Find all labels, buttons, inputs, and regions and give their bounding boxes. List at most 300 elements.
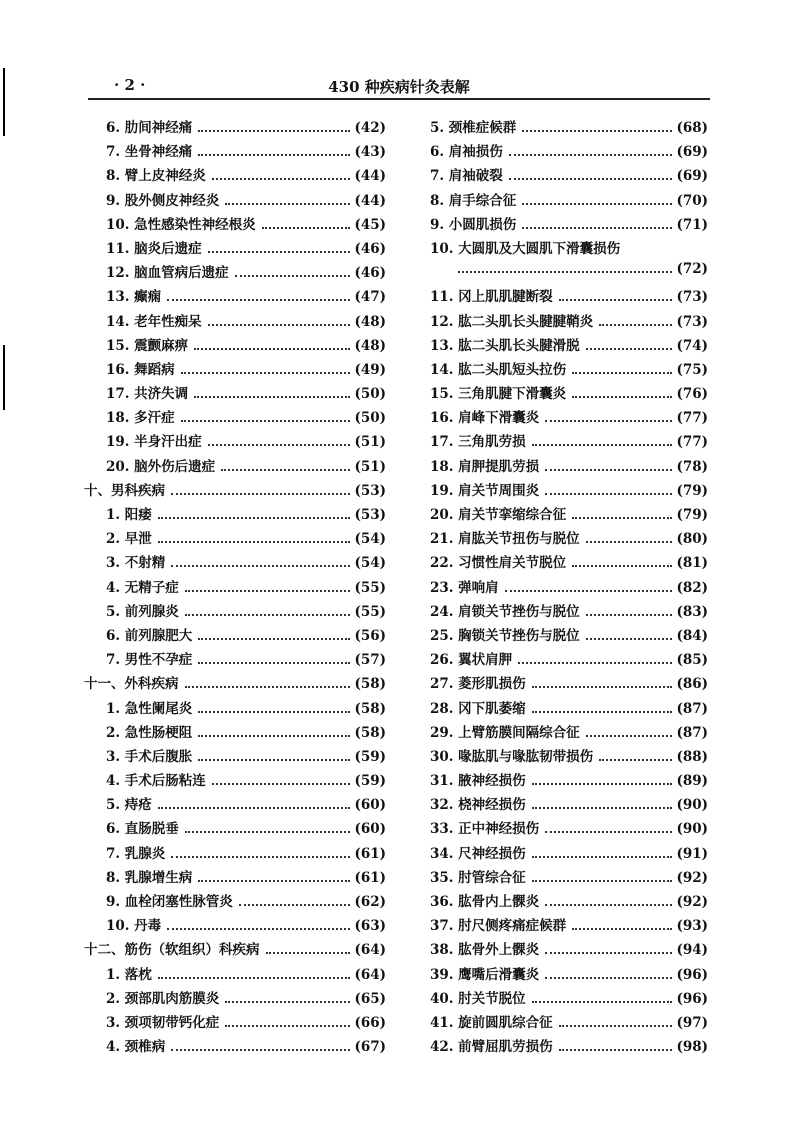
leader-dots xyxy=(586,348,673,350)
toc-entry-title: 9. 血栓闭塞性脉管炎 xyxy=(106,894,233,910)
toc-entry[interactable] xyxy=(426,334,708,358)
leader-dots xyxy=(198,880,350,882)
toc-entry[interactable] xyxy=(84,116,386,140)
toc-page-number: (72) xyxy=(676,261,708,278)
toc-entry-title: 22. 习惯性肩关节脱位 xyxy=(430,555,567,572)
toc-entry[interactable] xyxy=(426,261,708,285)
toc-entry[interactable] xyxy=(426,793,708,817)
toc-entry[interactable] xyxy=(426,987,708,1011)
toc-entry[interactable] xyxy=(84,334,386,358)
leader-dots xyxy=(599,759,672,761)
toc-page-number: (42) xyxy=(354,120,386,136)
leader-dots xyxy=(586,541,673,543)
toc-entry[interactable] xyxy=(426,624,708,648)
toc-entry-title: 38. 肱骨外上髁炎 xyxy=(430,942,540,959)
toc-page-number: (60) xyxy=(354,821,386,838)
toc-entry-title: 8. 臂上皮神经炎 xyxy=(106,168,206,185)
toc-entry-title: 7. 男性不孕症 xyxy=(106,652,193,669)
toc-page-number: (45) xyxy=(354,216,386,233)
leader-dots xyxy=(532,856,673,858)
leader-dots xyxy=(532,444,673,446)
toc-entry[interactable] xyxy=(426,890,708,914)
toc-entry[interactable] xyxy=(84,261,386,285)
toc-entry[interactable] xyxy=(84,914,386,938)
toc-entry[interactable] xyxy=(84,140,386,164)
toc-entry[interactable] xyxy=(84,817,386,841)
toc-page-number: (61) xyxy=(354,845,386,862)
leader-dots xyxy=(208,251,351,253)
toc-page-number: (94) xyxy=(676,942,708,959)
toc-page-number: (77) xyxy=(676,410,708,427)
leader-dots xyxy=(198,735,350,737)
toc-entry[interactable] xyxy=(84,213,386,237)
leader-dots xyxy=(532,711,673,713)
toc-entry[interactable] xyxy=(426,310,708,334)
toc-page-number: (78) xyxy=(676,458,708,475)
toc-entry-title: 6. 前列腺肥大 xyxy=(106,627,193,644)
toc-entry-title: 6. 肋间神经痛 xyxy=(106,120,193,136)
toc-page-number: (66) xyxy=(354,1014,386,1031)
toc-entry[interactable] xyxy=(84,648,386,672)
toc-entry[interactable] xyxy=(426,576,708,600)
toc-entry[interactable] xyxy=(426,745,708,769)
toc-section-heading[interactable] xyxy=(84,479,386,503)
toc-entry-title: 41. 旋前圆肌综合征 xyxy=(430,1014,553,1031)
toc-entry-title: 10. 大圆肌及大圆肌下滑囊损伤 xyxy=(430,240,621,257)
leader-dots xyxy=(586,614,673,616)
toc-entry-title: 36. 肱骨内上髁炎 xyxy=(430,894,540,910)
leader-dots xyxy=(185,614,351,616)
leader-dots xyxy=(198,711,350,713)
toc-entry[interactable] xyxy=(426,1035,708,1059)
toc-page-number: (88) xyxy=(676,748,708,765)
toc-entry[interactable] xyxy=(84,793,386,817)
toc-entry-title: 10. 急性感染性神经根炎 xyxy=(106,216,256,233)
toc-entry-title: 3. 不射精 xyxy=(106,555,166,572)
toc-entry-title: 8. 肩手综合征 xyxy=(430,192,517,209)
toc-page-number: (76) xyxy=(676,386,708,403)
toc-entry-title: 37. 肘尺侧疼痛症候群 xyxy=(430,918,567,935)
toc-page-number: (92) xyxy=(676,869,708,886)
toc-page-number: (59) xyxy=(354,748,386,765)
toc-page-number: (64) xyxy=(354,942,386,959)
toc-entry[interactable] xyxy=(426,697,708,721)
toc-entry-title: 24. 肩锁关节挫伤与脱位 xyxy=(430,603,580,620)
leader-dots xyxy=(235,275,351,277)
toc-entry[interactable] xyxy=(426,551,708,575)
toc-entry[interactable] xyxy=(426,406,708,430)
leader-dots xyxy=(532,1001,673,1003)
toc-entry[interactable] xyxy=(426,358,708,382)
toc-entry[interactable] xyxy=(426,164,708,188)
toc-page-number: (68) xyxy=(676,120,708,136)
toc-entry-title: 7. 坐骨神经痛 xyxy=(106,144,193,161)
leader-dots xyxy=(158,517,351,519)
toc-entry[interactable] xyxy=(84,576,386,600)
toc-entry[interactable] xyxy=(426,116,708,140)
toc-entry-title: 25. 胸锁关节挫伤与脱位 xyxy=(430,627,580,644)
toc-entry[interactable] xyxy=(426,430,708,454)
leader-dots xyxy=(225,1025,350,1027)
leader-dots xyxy=(198,130,350,132)
toc-entry-title: 31. 腋神经损伤 xyxy=(430,773,526,790)
scan-edge-mark xyxy=(3,345,5,410)
page-number: · 2 · xyxy=(114,76,146,94)
toc-entry[interactable] xyxy=(84,866,386,890)
leader-dots xyxy=(505,590,673,592)
leader-dots xyxy=(198,662,350,664)
leader-dots xyxy=(208,444,351,446)
toc-entry-title: 21. 肩肱关节扭伤与脱位 xyxy=(430,531,580,548)
toc-entry-title: 17. 共济失调 xyxy=(106,386,189,403)
leader-dots xyxy=(239,904,351,906)
leader-dots xyxy=(158,541,351,543)
toc-entry[interactable] xyxy=(84,963,386,987)
leader-dots xyxy=(221,469,350,471)
toc-page-number: (63) xyxy=(354,918,386,935)
toc-right-column xyxy=(426,116,708,1059)
toc-page-number: (96) xyxy=(676,966,708,983)
toc-entry-title: 9. 小圆肌损伤 xyxy=(430,216,517,233)
toc-entry[interactable] xyxy=(84,358,386,382)
leader-dots xyxy=(198,154,350,156)
toc-entry-title: 1. 阳痿 xyxy=(106,507,152,523)
toc-page-number: (73) xyxy=(676,289,708,306)
toc-entry-title: 19. 半身汗出症 xyxy=(106,434,202,451)
toc-page-number: (58) xyxy=(354,700,386,717)
toc-entry-title: 十、男科疾病 xyxy=(84,482,165,499)
toc-entry-title: 4. 无精子症 xyxy=(106,579,179,596)
leader-dots xyxy=(545,831,672,833)
toc-entry[interactable] xyxy=(84,237,386,261)
toc-section-heading[interactable] xyxy=(84,672,386,696)
toc-entry[interactable] xyxy=(426,285,708,309)
toc-entry[interactable] xyxy=(84,382,386,406)
toc-entry-title: 12. 肱二头肌长头腱腱鞘炎 xyxy=(430,313,594,330)
leader-dots xyxy=(167,299,350,301)
toc-page-number: (79) xyxy=(676,482,708,499)
toc-entry-title: 3. 手术后腹胀 xyxy=(106,748,193,765)
leader-dots xyxy=(171,493,350,495)
leader-dots xyxy=(181,372,351,374)
scan-edge-mark xyxy=(3,68,5,136)
toc-entry-title: 7. 肩袖破裂 xyxy=(430,168,503,185)
toc-entry-title: 6. 肩袖损伤 xyxy=(430,144,503,161)
toc-page-number: (90) xyxy=(676,797,708,814)
toc-page-number: (46) xyxy=(354,265,386,282)
leader-dots xyxy=(212,178,351,180)
toc-page-number: (79) xyxy=(676,507,708,523)
toc-page-number: (53) xyxy=(354,507,386,523)
toc-entry-title: 23. 弹响肩 xyxy=(430,579,499,596)
leader-dots xyxy=(545,952,672,954)
leader-dots xyxy=(522,227,672,229)
toc-entry[interactable] xyxy=(84,721,386,745)
toc-entry-title: 2. 早泄 xyxy=(106,531,152,548)
toc-page-number: (55) xyxy=(354,603,386,620)
toc-page-number: (57) xyxy=(354,652,386,669)
leader-dots xyxy=(198,638,350,640)
leader-dots xyxy=(559,1049,673,1051)
toc-page-number: (69) xyxy=(676,144,708,161)
leader-dots xyxy=(522,203,672,205)
toc-entry-title: 十二、筋伤（软组织）科疾病 xyxy=(84,942,260,959)
toc-entry[interactable] xyxy=(84,551,386,575)
toc-entry-title: 13. 癫痫 xyxy=(106,289,162,306)
toc-page-number: (50) xyxy=(354,410,386,427)
toc-page-number: (65) xyxy=(354,990,386,1007)
leader-dots xyxy=(509,154,673,156)
toc-page-number: (43) xyxy=(354,144,386,161)
toc-page-number: (51) xyxy=(354,458,386,475)
leader-dots xyxy=(225,203,350,205)
toc-entry[interactable] xyxy=(426,938,708,962)
toc-entry[interactable] xyxy=(426,866,708,890)
toc-entry-title: 7. 乳腺炎 xyxy=(106,845,166,862)
leader-dots xyxy=(599,324,672,326)
leader-dots xyxy=(171,856,350,858)
toc-entry[interactable] xyxy=(84,406,386,430)
toc-entry-title: 5. 痔疮 xyxy=(106,797,152,814)
toc-page-number: (51) xyxy=(354,434,386,451)
leader-dots xyxy=(171,1049,350,1051)
toc-entry-title: 42. 前臂屈肌劳损伤 xyxy=(430,1039,553,1056)
leader-dots xyxy=(171,565,350,567)
toc-entry[interactable] xyxy=(426,237,708,261)
toc-page-number: (87) xyxy=(676,700,708,717)
toc-page-number: (54) xyxy=(354,555,386,572)
toc-entry[interactable] xyxy=(84,189,386,213)
toc-entry[interactable] xyxy=(84,503,386,527)
toc-entry[interactable] xyxy=(426,479,708,503)
leader-dots xyxy=(572,517,672,519)
toc-page-number: (46) xyxy=(354,240,386,257)
toc-entry[interactable] xyxy=(426,672,708,696)
toc-page-number: (58) xyxy=(354,676,386,693)
toc-entry-title: 18. 多汗症 xyxy=(106,410,175,427)
toc-entry-title: 11. 脑炎后遗症 xyxy=(106,240,202,257)
toc-page-number: (50) xyxy=(354,386,386,403)
toc-entry[interactable] xyxy=(426,455,708,479)
toc-entry-title: 39. 鹰嘴后滑囊炎 xyxy=(430,966,540,983)
toc-entry-title: 3. 颈项韧带钙化症 xyxy=(106,1014,220,1031)
toc-entry-title: 十一、外科疾病 xyxy=(84,676,179,693)
toc-entry[interactable] xyxy=(84,430,386,454)
toc-entry[interactable] xyxy=(426,963,708,987)
toc-page-number: (44) xyxy=(354,192,386,209)
toc-page-number: (92) xyxy=(676,894,708,910)
toc-entry[interactable] xyxy=(84,527,386,551)
toc-entry[interactable] xyxy=(426,382,708,406)
toc-entry[interactable] xyxy=(426,527,708,551)
leader-dots xyxy=(572,565,672,567)
toc-entry[interactable] xyxy=(84,842,386,866)
toc-entry[interactable] xyxy=(84,455,386,479)
leader-dots xyxy=(586,735,673,737)
leader-dots xyxy=(185,686,351,688)
leader-dots xyxy=(181,420,351,422)
toc-entry-title: 5. 前列腺炎 xyxy=(106,603,179,620)
toc-entry[interactable] xyxy=(84,164,386,188)
toc-entry-title: 14. 肱二头肌短头拉伤 xyxy=(430,361,567,378)
toc-entry-title: 30. 喙肱肌与喙肱韧带损伤 xyxy=(430,748,594,765)
toc-entry[interactable] xyxy=(84,285,386,309)
toc-page-number: (48) xyxy=(354,337,386,354)
toc-entry[interactable] xyxy=(84,890,386,914)
leader-dots xyxy=(194,396,350,398)
toc-entry[interactable] xyxy=(426,769,708,793)
toc-entry-title: 10. 丹毒 xyxy=(106,918,162,935)
toc-entry[interactable] xyxy=(84,769,386,793)
toc-page-number: (80) xyxy=(676,531,708,548)
leader-dots xyxy=(509,178,673,180)
toc-entry[interactable] xyxy=(426,213,708,237)
toc-page-number: (90) xyxy=(676,821,708,838)
toc-entry[interactable] xyxy=(426,600,708,624)
toc-entry-title: 1. 落枕 xyxy=(106,966,152,983)
toc-entry[interactable] xyxy=(426,914,708,938)
leader-dots xyxy=(262,227,351,229)
leader-dots xyxy=(545,469,672,471)
toc-entry[interactable] xyxy=(84,1011,386,1035)
leader-dots xyxy=(158,977,351,979)
toc-entry[interactable] xyxy=(84,310,386,334)
toc-entry[interactable] xyxy=(84,1035,386,1059)
toc-entry-title: 26. 翼状肩胛 xyxy=(430,652,513,669)
toc-entry-title: 18. 肩胛提肌劳损 xyxy=(430,458,540,475)
toc-entry-title: 2. 颈部肌肉筋膜炎 xyxy=(106,990,220,1007)
toc-entry-title: 13. 肱二头肌长头腱滑脱 xyxy=(430,337,580,354)
toc-entry-title: 29. 上臂筋膜间隔综合征 xyxy=(430,724,580,741)
toc-entry-title: 40. 肘关节脱位 xyxy=(430,990,526,1007)
toc-page-number: (98) xyxy=(676,1039,708,1056)
toc-page-number: (85) xyxy=(676,652,708,669)
toc-page-number: (62) xyxy=(354,894,386,910)
toc-entry-title: 19. 肩关节周围炎 xyxy=(430,482,540,499)
leader-dots xyxy=(545,420,672,422)
toc-page-number: (60) xyxy=(354,797,386,814)
toc-page-number: (58) xyxy=(354,724,386,741)
toc-page-number: (93) xyxy=(676,918,708,935)
leader-dots xyxy=(198,759,350,761)
toc-entry-title: 27. 菱形肌损伤 xyxy=(430,676,526,693)
toc-entry[interactable] xyxy=(84,624,386,648)
leader-dots xyxy=(545,493,672,495)
toc-entry-title: 12. 脑血管病后遗症 xyxy=(106,265,229,282)
toc-entry[interactable] xyxy=(426,503,708,527)
leader-dots xyxy=(572,928,672,930)
toc-entry[interactable] xyxy=(426,189,708,213)
leader-dots xyxy=(212,783,351,785)
toc-entry-title: 20. 脑外伤后遗症 xyxy=(106,458,216,475)
toc-page-number: (59) xyxy=(354,773,386,790)
book-title: 430 种疾病针灸表解 xyxy=(328,78,470,96)
leader-dots xyxy=(158,807,351,809)
leader-dots xyxy=(545,977,672,979)
toc-page-number: (87) xyxy=(676,724,708,741)
leader-dots xyxy=(532,880,673,882)
toc-page-number: (55) xyxy=(354,579,386,596)
leader-dots xyxy=(572,372,672,374)
toc-entry[interactable] xyxy=(84,987,386,1011)
toc-entry-title: 20. 肩关节挛缩综合征 xyxy=(430,507,567,523)
toc-entry-title: 9. 股外侧皮神经炎 xyxy=(106,192,220,209)
toc-page-number: (48) xyxy=(354,313,386,330)
toc-entry[interactable] xyxy=(84,697,386,721)
toc-entry[interactable] xyxy=(84,745,386,769)
toc-page-number: (91) xyxy=(676,845,708,862)
leader-dots xyxy=(559,299,673,301)
toc-page-number: (82) xyxy=(676,579,708,596)
toc-page-number: (97) xyxy=(676,1014,708,1031)
toc-entry-title: 11. 冈上肌肌腱断裂 xyxy=(430,289,553,306)
leader-dots xyxy=(532,783,673,785)
toc-page-number: (83) xyxy=(676,603,708,620)
toc-entry[interactable] xyxy=(426,721,708,745)
toc-entry-title: 15. 震颤麻痹 xyxy=(106,337,189,354)
toc-page-number: (56) xyxy=(354,627,386,644)
toc-entry-title: 4. 手术后肠粘连 xyxy=(106,773,206,790)
leader-dots xyxy=(518,662,672,664)
leader-dots xyxy=(559,1025,673,1027)
toc-entry-title: 15. 三角肌腱下滑囊炎 xyxy=(430,386,567,403)
leader-dots xyxy=(586,638,673,640)
toc-page-number: (70) xyxy=(676,192,708,209)
leader-dots xyxy=(532,807,673,809)
leader-dots xyxy=(167,928,350,930)
toc-entry[interactable] xyxy=(426,1011,708,1035)
leader-dots xyxy=(458,271,672,273)
toc-page-number: (49) xyxy=(354,361,386,378)
toc-page-number: (53) xyxy=(354,482,386,499)
toc-entry-title: 16. 肩峰下滑囊炎 xyxy=(430,410,540,427)
toc-page-number: (96) xyxy=(676,990,708,1007)
toc-entry-title: 17. 三角肌劳损 xyxy=(430,434,526,451)
leader-dots xyxy=(572,396,672,398)
toc-entry-title: 6. 直肠脱垂 xyxy=(106,821,179,838)
leader-dots xyxy=(185,590,351,592)
toc-page-number: (73) xyxy=(676,313,708,330)
toc-page-number: (77) xyxy=(676,434,708,451)
toc-entry[interactable] xyxy=(426,842,708,866)
leader-dots xyxy=(208,324,351,326)
leader-dots xyxy=(522,130,672,132)
toc-page-number: (69) xyxy=(676,168,708,185)
toc-entry-title: 16. 舞蹈病 xyxy=(106,361,175,378)
toc-page-number: (54) xyxy=(354,531,386,548)
toc-page-number: (89) xyxy=(676,773,708,790)
page-header xyxy=(88,74,710,100)
leader-dots xyxy=(225,1001,350,1003)
toc-page-number: (61) xyxy=(354,869,386,886)
toc-entry-title: 1. 急性阑尾炎 xyxy=(106,700,193,717)
toc-entry-title: 34. 尺神经损伤 xyxy=(430,845,526,862)
toc-entry-title: 14. 老年性痴呆 xyxy=(106,313,202,330)
toc-entry[interactable] xyxy=(426,140,708,164)
leader-dots xyxy=(545,904,672,906)
toc-page-number: (84) xyxy=(676,627,708,644)
toc-entry[interactable] xyxy=(426,817,708,841)
toc-entry[interactable] xyxy=(84,600,386,624)
toc-section-heading[interactable] xyxy=(84,938,386,962)
toc-entry-title: 32. 桡神经损伤 xyxy=(430,797,526,814)
toc-page-number: (64) xyxy=(354,966,386,983)
toc-page-number: (74) xyxy=(676,337,708,354)
toc-left-column xyxy=(84,116,386,1059)
toc-entry[interactable] xyxy=(426,648,708,672)
toc-page-number: (81) xyxy=(676,555,708,572)
leader-dots xyxy=(185,831,351,833)
